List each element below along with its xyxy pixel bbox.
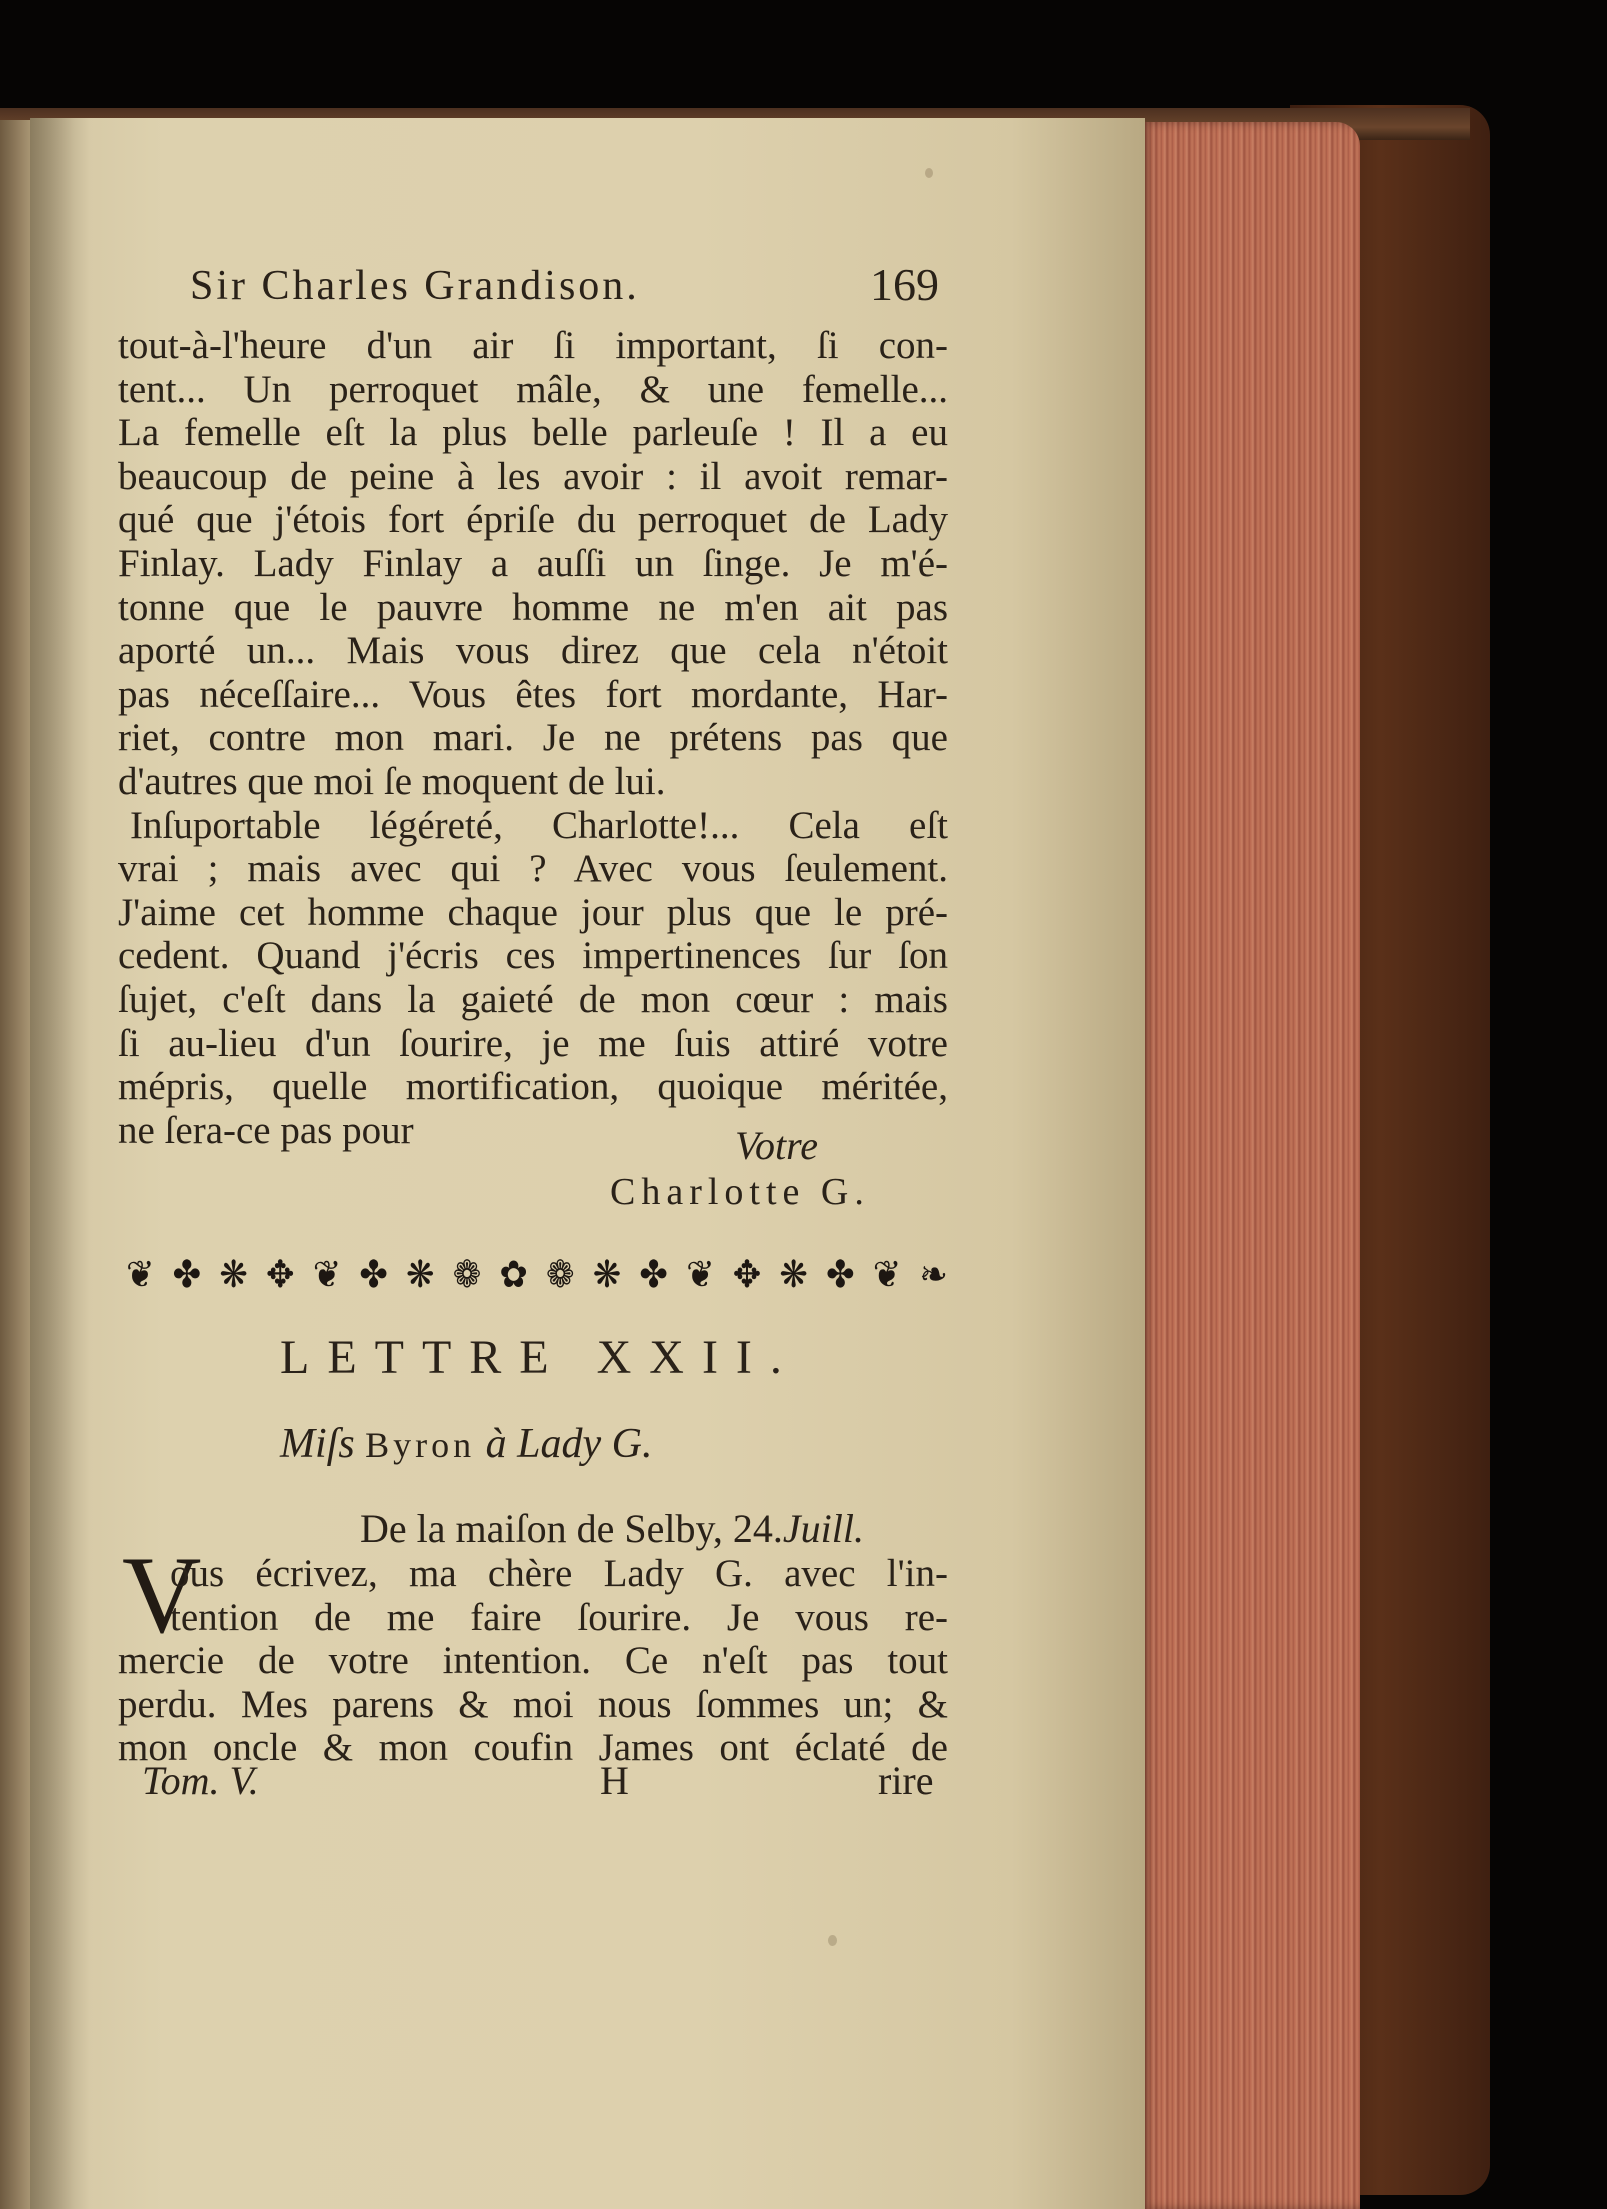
text-line: vrai ; mais avec qui ? Avec vous ſeulement.	[118, 847, 948, 891]
letter-line: ous écrivez, ma chère Lady G. avec l'in-	[170, 1552, 948, 1595]
text-line: ne ſera-ce pas pour	[118, 1108, 414, 1152]
text-line: cedent. Quand j'écris ces impertinences ſur ſon	[118, 934, 948, 978]
page-number: 169	[870, 259, 939, 310]
drop-cap: V	[122, 1534, 202, 1656]
text-line: d'autres que moi ſe moquent de lui.	[118, 759, 666, 803]
text-line: riet, contre mon mari. Je ne prétens pas que	[118, 716, 948, 760]
paper-spot	[828, 1935, 837, 1946]
dateline-month: Juill.	[782, 1506, 864, 1551]
signature-votre: Votre	[735, 1123, 818, 1168]
volume-signature: Tom. V.	[142, 1758, 259, 1803]
paper-spot	[925, 168, 933, 178]
text-line: tent... Un perroquet mâle, & une femelle...	[118, 367, 948, 411]
letter-title: LETTRE XXII.	[280, 1331, 800, 1384]
body-text	[118, 324, 948, 1152]
text-line: La femelle eſt la plus belle parleuſe ! Il a eu	[118, 411, 948, 455]
catchword: rire	[878, 1758, 934, 1803]
letter-line: mon oncle & mon coufin James ont éclaté de	[118, 1726, 948, 1770]
letter-subtitle	[280, 1420, 653, 1468]
dateline-place: De la maiſon de Selby, 24.	[360, 1506, 783, 1551]
page-edges-red	[1140, 122, 1360, 2209]
text-line: ſujet, c'eſt dans la gaieté de mon cœur : mais	[118, 977, 948, 1021]
text-line: pas néceſſaire... Vous êtes fort mordante, Har-	[118, 672, 948, 716]
text-line: beaucoup de peine à les avoir : il avoit remar-	[118, 454, 948, 498]
subtitle-miss: Miſs	[280, 1421, 355, 1467]
signature-name: Charlotte G.	[610, 1171, 870, 1213]
text-line: aporté un... Mais vous direz que cela n'étoit	[118, 629, 948, 673]
letter-line: perdu. Mes parens & moi nous ſommes un; &	[118, 1682, 948, 1726]
running-head: Sir Charles Grandison.	[190, 263, 640, 309]
letter-line: tention de me faire ſourire. Je vous re-	[170, 1595, 948, 1639]
text-line: tout-à-l'heure d'un air ſi important, ſi con-	[118, 324, 948, 367]
left-page-edge	[0, 120, 30, 2209]
text-line: Finlay. Lady Finlay a auſſi un ſinge. Je m'é-	[118, 541, 948, 585]
subtitle-byron: Byron	[365, 1425, 476, 1465]
letter-dateline	[360, 1505, 864, 1552]
text-line: tonne que le pauvre homme ne m'en ait pas	[118, 585, 948, 629]
letter-line: mercie de votre intention. Ce n'eſt pas tout	[118, 1639, 948, 1683]
gathering-signature: H	[600, 1758, 629, 1803]
subtitle-recipient: à Lady G.	[485, 1421, 653, 1467]
text-line: mépris, quelle mortification, quoique méritée,	[118, 1065, 948, 1109]
text-line: ſi au-lieu d'un ſourire, je me ſuis attiré votre	[118, 1021, 948, 1065]
text-line: qué que j'étois fort épriſe du perroquet de Lady	[118, 498, 948, 542]
text-line: J'aime cet homme chaque jour plus que le pré-	[118, 890, 948, 934]
text-line: Inſuportable légéreté, Charlotte!... Cela eſt	[130, 803, 948, 847]
printer-ornament-band: ❦ ✤ ❋ ✥ ❦ ✤ ❋ ❁ ✿ ❁ ❋ ✤ ❦ ✥ ❋ ✤ ❦ ❧	[126, 1253, 946, 1297]
gutter-shadow	[30, 118, 90, 2209]
letter-body	[118, 1552, 948, 1770]
